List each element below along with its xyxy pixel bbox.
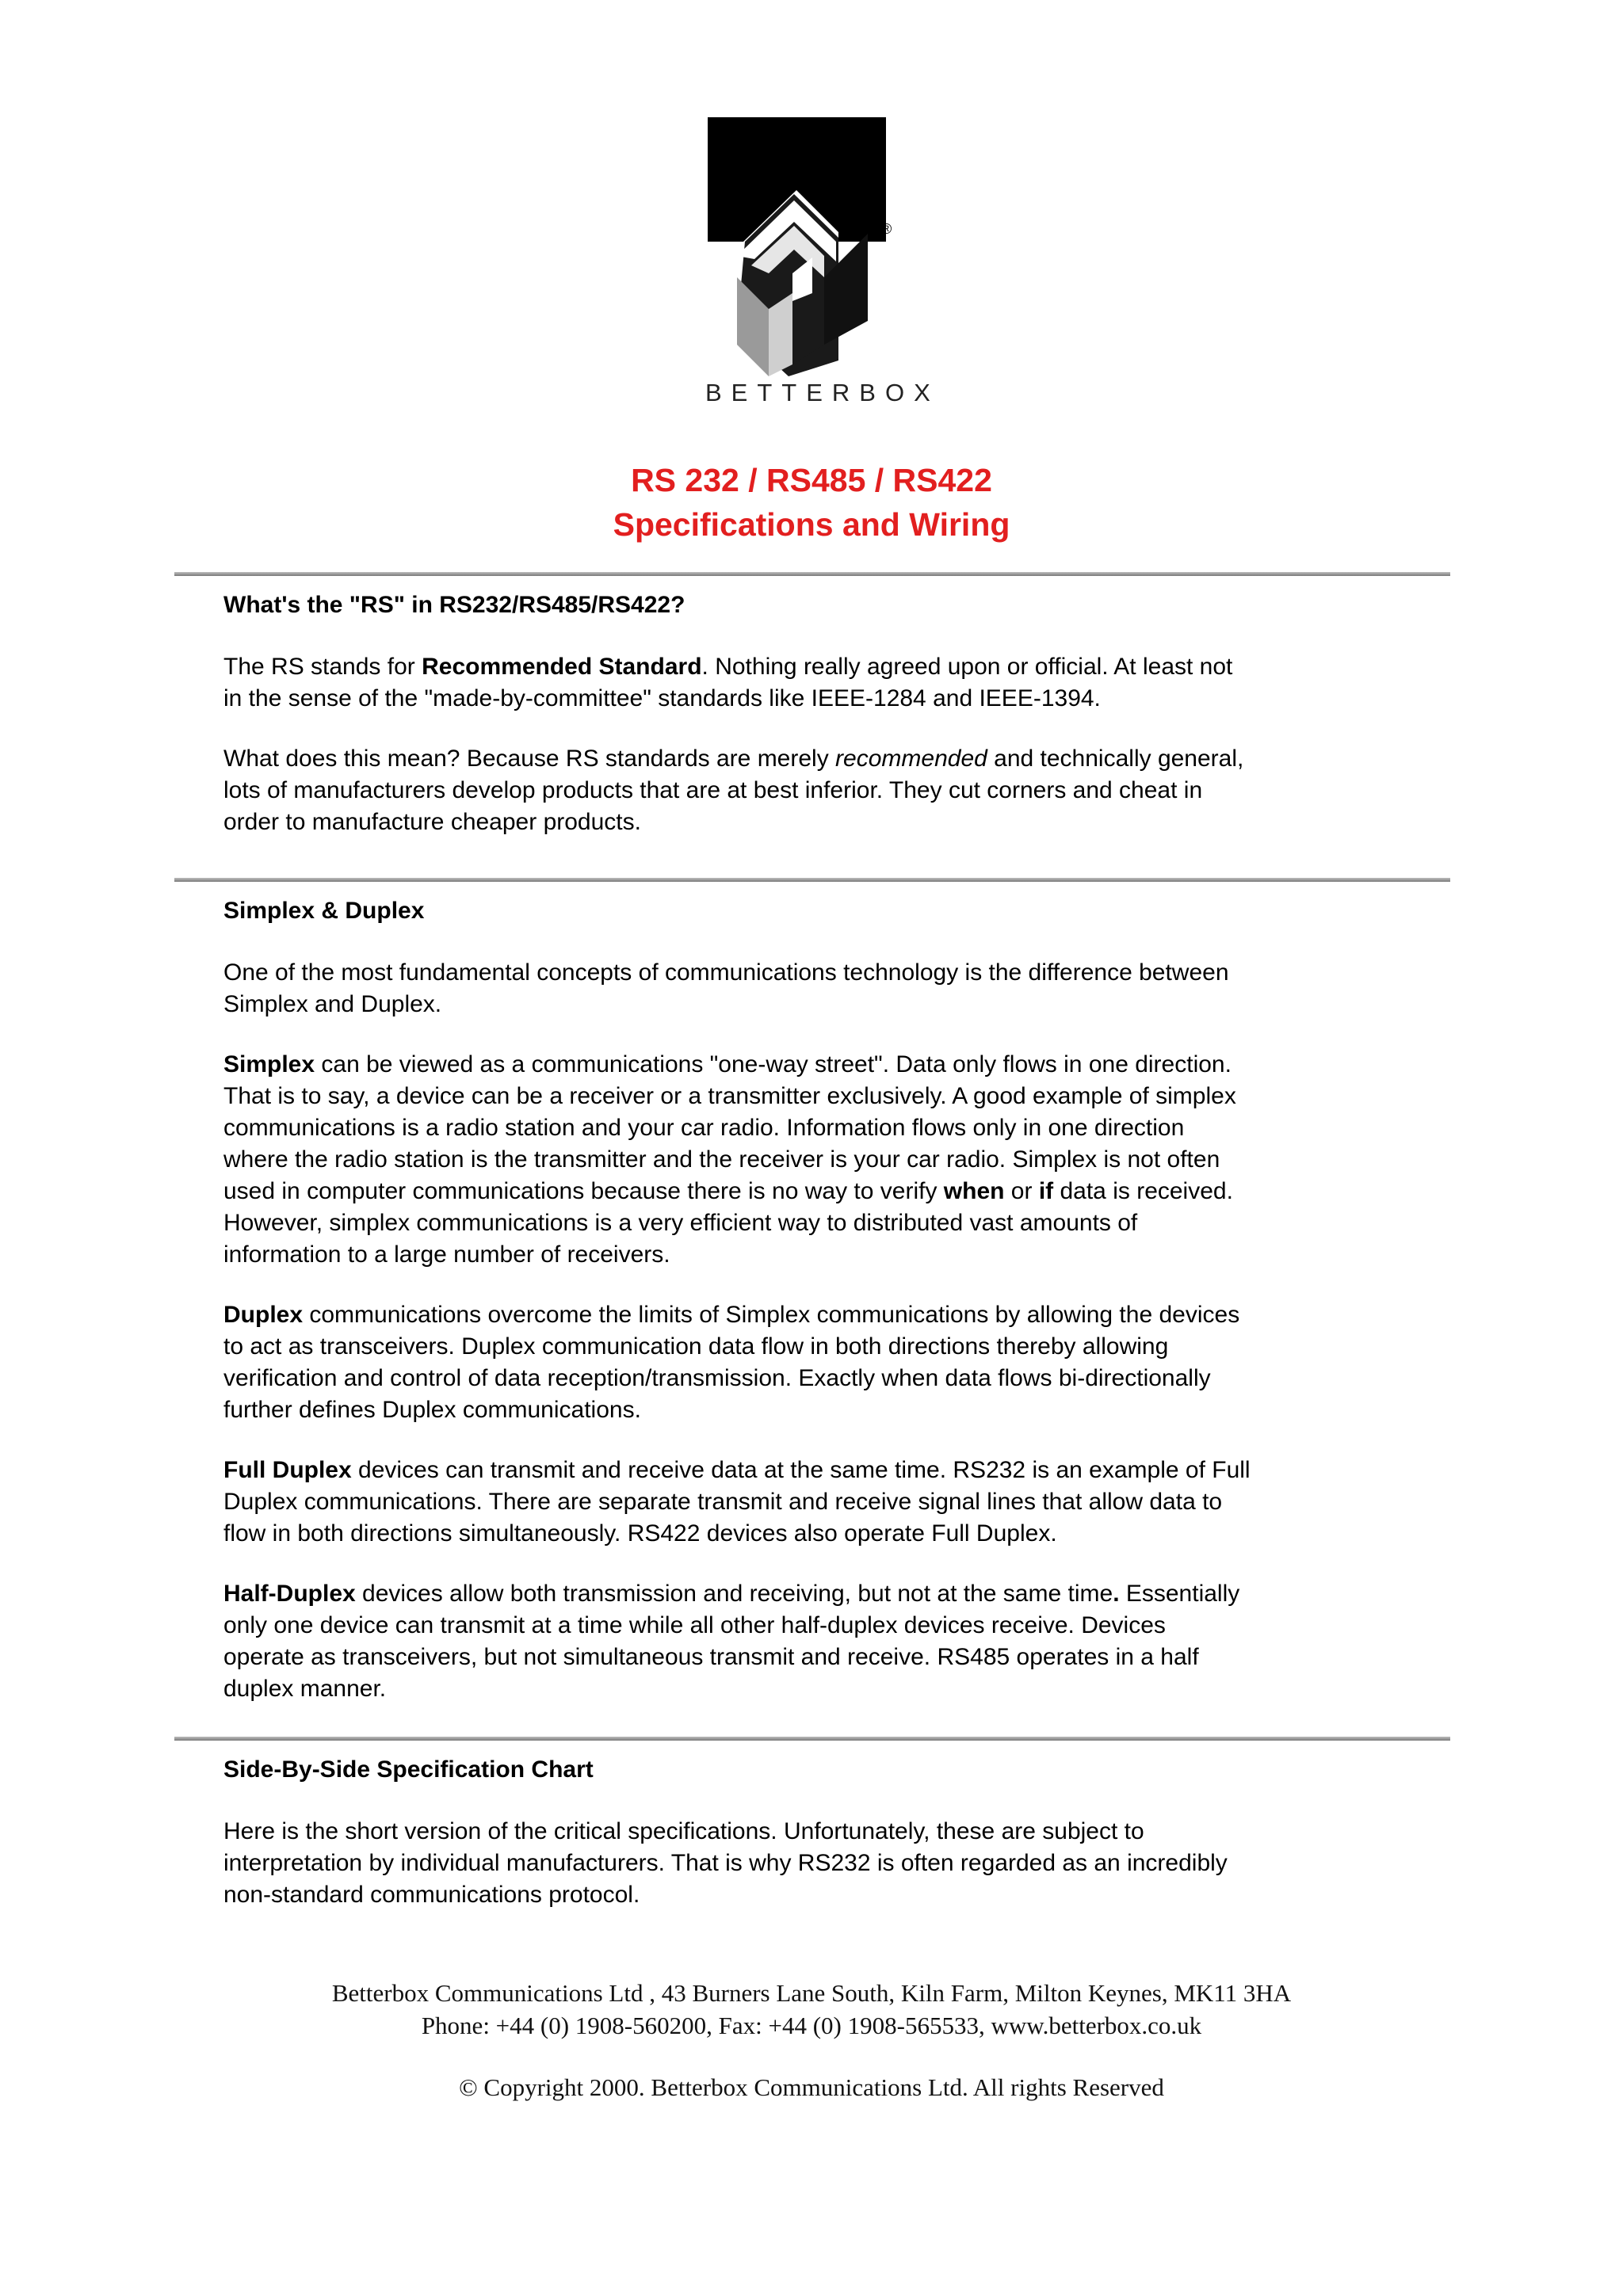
section-divider xyxy=(174,1737,1450,1741)
paragraph: What does this mean? Because RS standards are merely recommended and technically general, lots of manufacturers develop products that are at best inferior. They cut corners and cheat in order to manufacture cheaper products. xyxy=(223,746,1244,835)
paragraph: Here is the short version of the critical specifications. Unfortunately, these are subject to interpretation by individual manufacturers. That is why RS232 is often regarded as an incredibly non-standard communications protocol. xyxy=(223,1818,1228,1908)
footer-copyright: © Copyright 2000. Betterbox Communications Ltd. All rights Reserved xyxy=(459,2073,1164,2101)
paragraph: Full Duplex devices can transmit and receive data at the same time. RS232 is an example of Full Duplex communications. There are separate transmit and receive signal lines that allow data to flow in both directions simultaneously. RS422 devices also operate Full Duplex. xyxy=(223,1457,1251,1547)
section-heading: Side-By-Side Specification Chart xyxy=(223,1756,594,1783)
page-title: RS 232 / RS485 / RS422 xyxy=(631,462,992,498)
registered-mark: ® xyxy=(881,221,892,237)
footer-address: Betterbox Communications Ltd , 43 Burners Lane South, Kiln Farm, Milton Keynes, MK11 3HA xyxy=(331,1979,1292,2007)
page-subtitle: Specifications and Wiring xyxy=(613,506,1010,543)
brand-name: BETTERBOX xyxy=(705,379,940,406)
paragraph: Half-Duplex devices allow both transmission and receiving, but not at the same time. Essentially only one device can transmit at a time while all other half-duplex devices receive. Devices operate as transceivers, but not simultaneous transmit and receive. RS485 operates in a half duplex manner. xyxy=(223,1581,1240,1702)
paragraph: Simplex can be viewed as a communications "one-way street". Data only flows in one direction. That is to say, a device can be a receiver or a transmitter exclusively. A good example of simplex communications is a radio station and your car radio. Information flows only in one direction where the radio station is the transmitter and the receiver is your car radio. Simplex is not often used in computer communications because there is no way to verify when or if data is received. However, simplex communications is a very efficient way to distributed vast amounts of information to a large number of receivers. xyxy=(223,1051,1236,1268)
footer-contact: Phone: +44 (0) 1908-560200, Fax: +44 (0) 1908-565533, www.betterbox.co.uk xyxy=(421,2012,1202,2039)
section-divider xyxy=(174,572,1450,576)
paragraph: Duplex communications overcome the limits of Simplex communications by allowing the devices to act as transceivers. Duplex communication data flow in both directions thereby allowing verification and control of data reception/transmission. Exactly when data flows bi-directionally further defines Duplex communications. xyxy=(223,1302,1240,1423)
betterbox-logo xyxy=(705,115,940,416)
section-heading: What's the "RS" in RS232/RS485/RS422? xyxy=(223,592,685,618)
section-duplex xyxy=(223,895,1412,1705)
paragraph: The RS stands for Recommended Standard. Nothing really agreed upon or official. At least not in the sense of the "made-by-committee" standards like IEEE-1284 and IEEE-1394. xyxy=(223,654,1233,711)
section-rs xyxy=(223,589,1412,838)
paragraph: One of the most fundamental concepts of communications technology is the difference between Simplex and Duplex. xyxy=(223,959,1229,1017)
section-divider xyxy=(174,878,1450,882)
section-heading: Simplex & Duplex xyxy=(223,898,425,924)
section-spec-chart xyxy=(223,1754,1412,1911)
